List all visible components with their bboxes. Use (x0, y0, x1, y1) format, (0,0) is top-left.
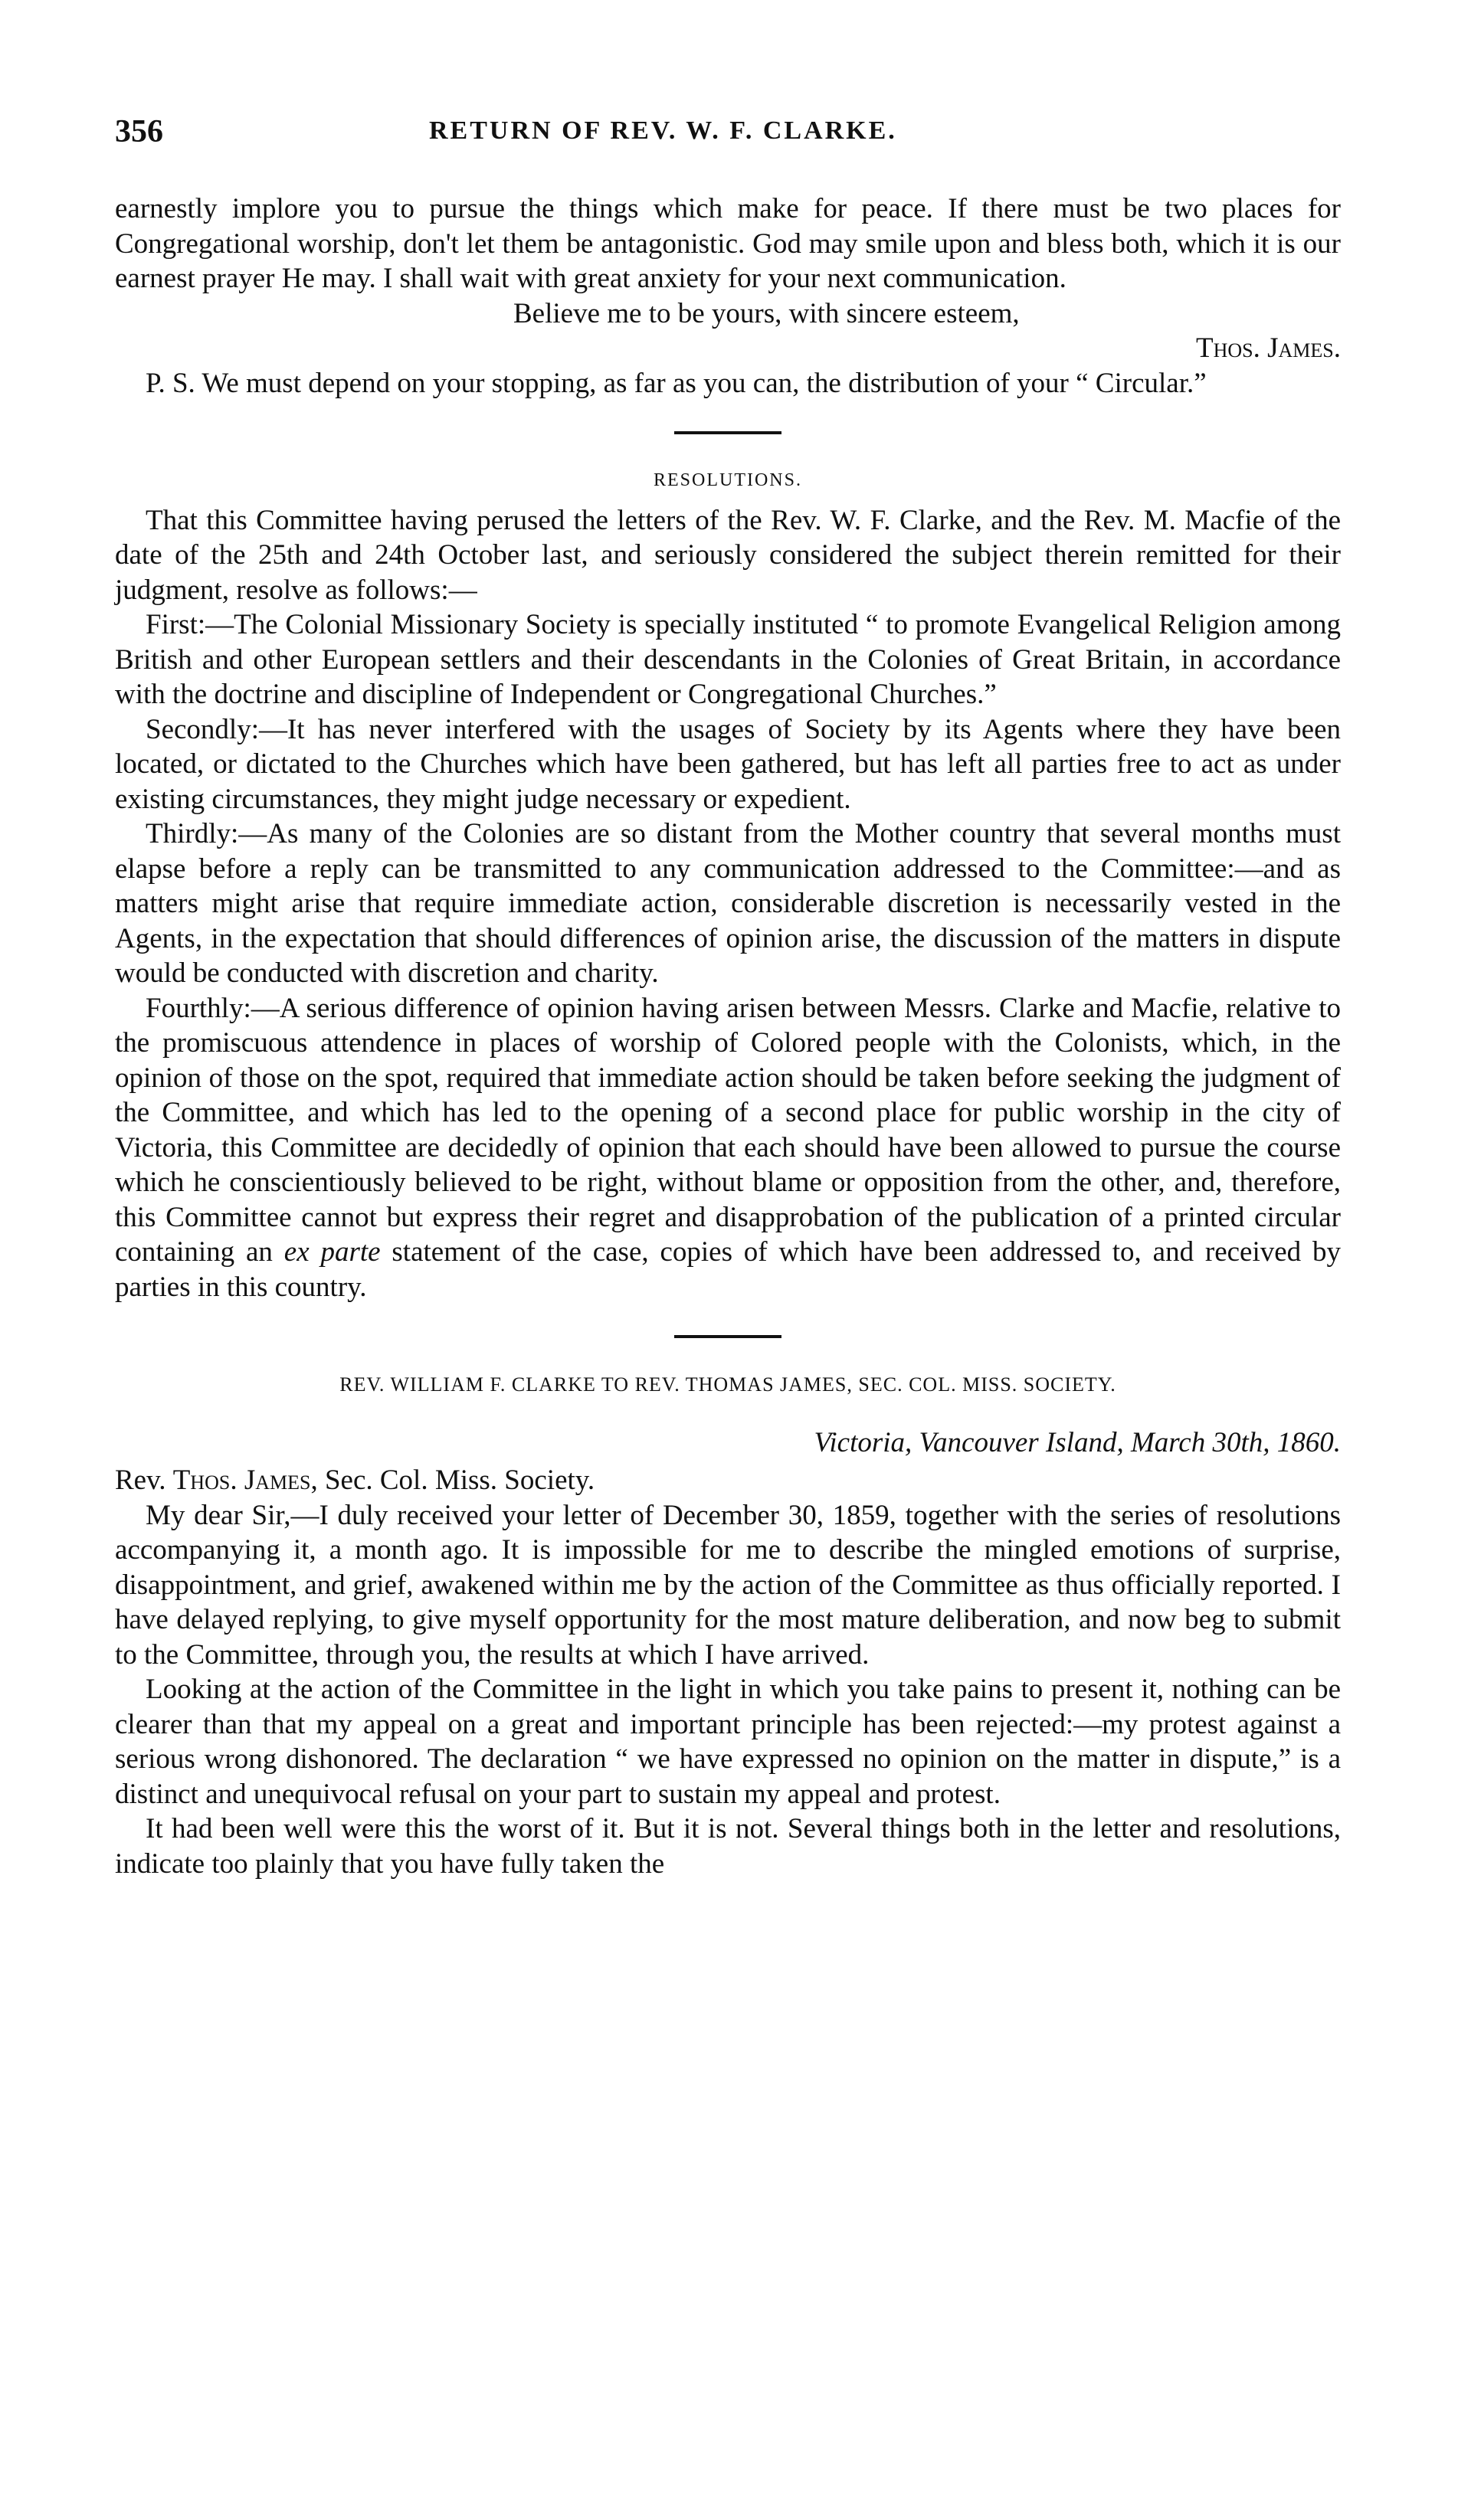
resolution-fourthly-italic: ex parte (283, 1236, 381, 1268)
resolution-fourthly (115, 991, 1341, 1305)
letter-signature: Thos. James. (1196, 332, 1341, 364)
reply-dateline: Victoria, Vancouver Island, March 30th, 1860. (814, 1426, 1341, 1458)
reply-paragraph-1: My dear Sir,—I duly received your letter of December 30, 1859, together with the series of resolutions accompanying it, a month ago. It is impossible for me to describe the mingled emotions of surprise, disappointment, and grief, awakened within me by the action of the Committee as thus officially reported. I have delayed replying, to give myself opportunity for the most mature deliberation, and now beg to submit to the Committee, through you, the results at which I have arrived. (115, 1499, 1341, 1671)
reply-addressee (115, 1463, 1341, 1498)
resolution-fourthly-part-b: statement of the case, copies of which have been addressed to, and received by parties in this country. (115, 1236, 1342, 1303)
running-head: RETURN OF REV. W. F. CLARKE. (429, 116, 897, 145)
reply-paragraph-2: Looking at the action of the Committee in the light in which you take pains to present it, nothing can be clearer than that my appeal on a great and important principle has been rejected:—my protest against a serious wrong dishonored. The declaration “ we have expressed no opinion on the matter in dispute,” is a distinct and unequivocal refusal on your part to sustain my appeal and protest. (115, 1674, 1341, 1810)
addressee-office: Sec. Col. Miss. Society. (324, 1465, 595, 1496)
section-divider (674, 431, 781, 434)
letter-closing: Believe me to be yours, with sincere esteem, (513, 297, 1020, 329)
page-number: 356 (115, 114, 163, 149)
page-header (115, 113, 1341, 159)
resolution-fourthly-part-a: Fourthly:—A serious difference of opinion having arisen between Messrs. Clarke and Macfie, relative to the promiscuous attendence in places of worship of Colored people with the Colonists, which, in the opinion of those on the spot, required that immediate action should be taken before seeking the judgment of the Committee, and which has led to the opening of a second place for public worship in the city of Victoria, this Committee are decidedly of opinion that each should have been allowed to pursue the course which he conscientiously believed to be right, without blame or opposition from the other, and, therefore, this Committee cannot but express their regret and disapprobation of the publication of a printed circular containing an (115, 992, 1341, 1268)
resolution-thirdly: Thirdly:—As many of the Colonies are so distant from the Mother country that several months must elapse before a reply can be transmitted to any communication addressed to the Committee:—and as matters might arise that require immediate action, considerable discretion is necessarily vested in the Agents, in the expectation that should differences of opinion arise, the discussion of the matters in dispute would be conducted with discretion and charity. (115, 818, 1341, 989)
addressee-name: Thos. James, (172, 1465, 318, 1496)
page-body (115, 191, 1341, 1881)
section-divider-2 (674, 1335, 781, 1338)
letter-postscript: P. S. We must depend on your stopping, as far as you can, the distribution of your “ Circular.” (146, 367, 1207, 399)
resolution-secondly: Secondly:—It has never interfered with the usages of Society by its Agents where they have been located, or dictated to the Churches which have been gathered, but has left all parties free to act as under existing circumstances, they might judge necessary or expedient. (115, 713, 1341, 815)
letter-continuation: earnestly implore you to pursue the things which make for peace. If there must be two places for Congregational worship, don't let them be antagonistic. God may smile upon and bless both, which it is our earnest prayer He may. I shall wait with great anxiety for your next communication. (115, 193, 1341, 294)
resolution-first: First:—The Colonial Missionary Society is specially instituted “ to promote Evangelical Religion among British and other European settlers and their descendants in the Colonies of Great Britain, in accordance with the doctrine and discipline of Independent or Congregational Churches.” (115, 609, 1341, 710)
resolution-intro: That this Committee having perused the letters of the Rev. W. F. Clarke, and the Rev. M. Macfie of the date of the 25th and 24th October last, and seriously considered the subject therein remitted for their judgment, resolve as follows:— (115, 504, 1341, 606)
reply-heading: REV. WILLIAM F. CLARKE TO REV. THOMAS JAMES, SEC. COL. MISS. SOCIETY. (339, 1373, 1116, 1396)
resolutions-heading: RESOLUTIONS. (653, 470, 802, 490)
reply-paragraph-3: It had been well were this the worst of it. But it is not. Several things both in the letter and resolutions, indicate too plainly that you have fully taken the (115, 1813, 1341, 1880)
addressee-title: Rev. (115, 1465, 166, 1496)
